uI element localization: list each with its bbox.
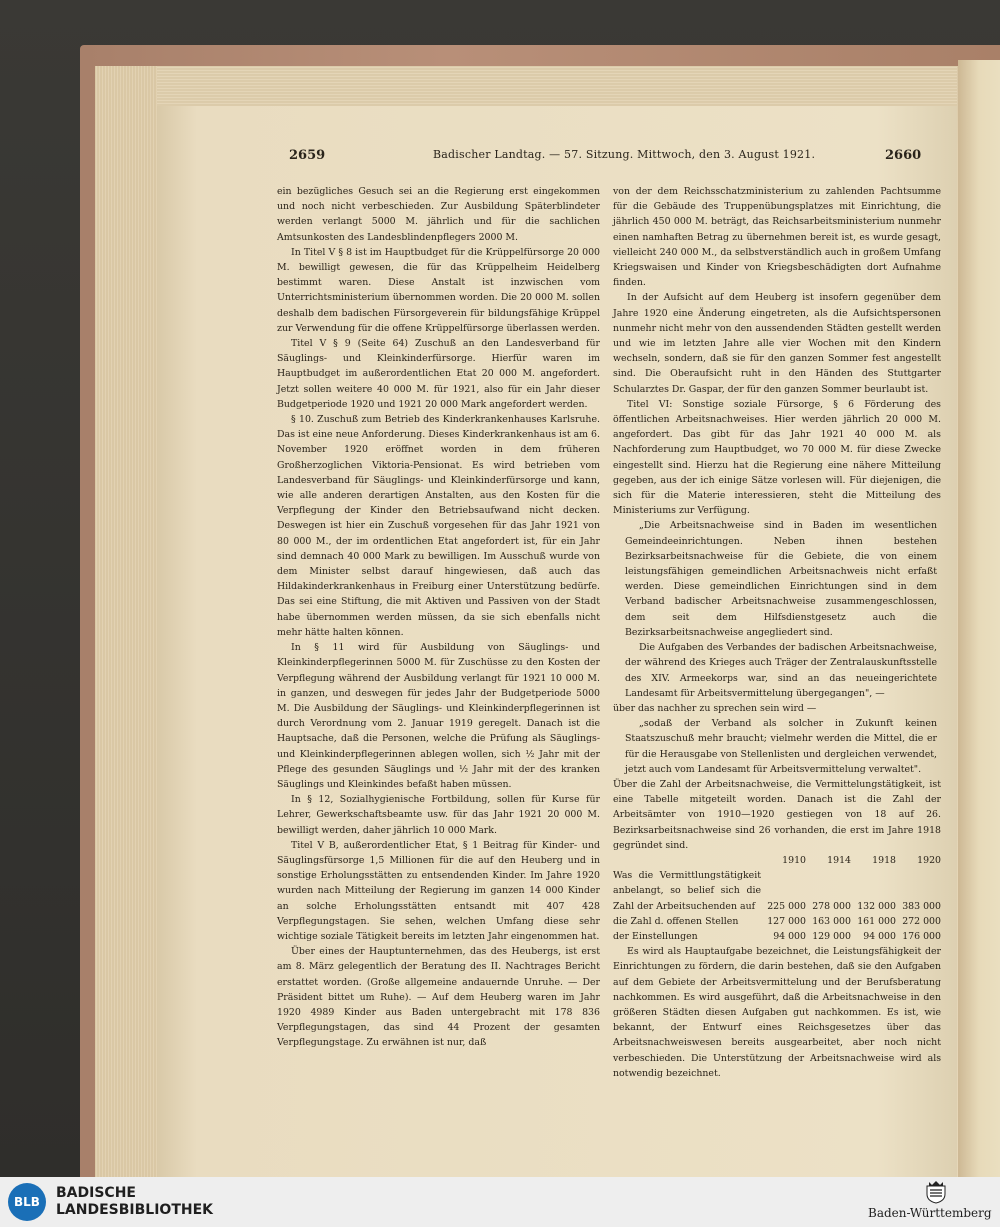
paragraph: In der Aufsicht auf dem Heuberg ist insofern gegenüber dem Jahre 1920 eine Änderung eingetreten, als die Aufsichtspersonen nunmehr nicht mehr von den aussendenden Städten gestellt werden und wie im letzten Jahre alle vier Wochen mit den Kindern wechseln, sondern, daß sie für den ganzen Sommer fest angestellt sind. Die Oberaufsicht ruht in den Händen des Stuttgarter Schularztes Dr. Gaspar, der für den ganzen Sommer beurlaubt ist. bbox=[613, 292, 941, 395]
paragraph: Titel V § 9 (Seite 64) Zuschuß an den Landesverband für Säuglings- und Kleinkinderfürsorge. Hierfür waren im Hauptbudget im außerordentlichen Etat 20 000 M. angefordert. Jetzt sollen weitere 40 000 M. für 1921, also für ein Jahr dieser Budgetperiode 1920 und 1921 20 000 Mark angefordert werden. bbox=[277, 338, 600, 410]
running-header bbox=[157, 148, 957, 168]
library-name-line2: LANDESBIBLIOTHEK bbox=[56, 1202, 214, 1218]
table-row bbox=[613, 929, 941, 944]
quote-paragraph: „sodaß der Verband als solcher in Zukunft keinen Staatszuschuß mehr braucht; vielmehr werden die Mittel, die er für die Herausgabe von Stellenlisten und dergleichen verwendet, jetzt auch vom Landesamt für Arbeitsvermittelung verwaltet". bbox=[625, 718, 937, 775]
paragraph: Titel VI: Sonstige soziale Fürsorge, § 6 Förderung des öffentlichen Arbeitsnachweises. Hier werden jährlich 20 000 M. angefordert. Das gibt für das Jahr 1921 40 000 M. als Nachforderung zum Hauptbudget, wo 70 000 M. für diese Zwecke eingestellt sind. Hierzu hat die Regierung eine nähere Mitteilung gegeben, aus der ich einige Sätze vorlesen will. Für diejenigen, die sich für die Materie interessieren, steht die Mitteilung des Ministeriums zur Verfügung. bbox=[613, 398, 941, 517]
paragraph: In § 12, Sozialhygienische Fortbildung, sollen für Kurse für Lehrer, Gewerkschaftsbeamte usw. für das Jahr 1921 20 000 M. bewilligt werden, daher jährlich 10 000 Mark. bbox=[277, 794, 600, 836]
state-crest-icon bbox=[925, 1180, 947, 1204]
table-cell: 129 000 bbox=[812, 930, 851, 942]
quote-paragraph: „Die Arbeitsnachweise sind in Baden im wesentlichen Gemeindeeinrichtungen. Neben ihnen bestehen Bezirksarbeitsnachweise für die Gebiete, die von einem leistungsfähigen gemeindlichen Arbeitsnachweis nicht erfaßt werden. Diese gemeindlichen Einrichtungen sind in dem Verband badischer Arbeitsnachweise zusammengeschlossen, dem seit dem Hilfsdienstgesetz auch die Bezirksarbeitsnachweise angegliedert sind. bbox=[625, 520, 937, 638]
page-stack-top bbox=[157, 66, 957, 106]
page-number-left: 2659 bbox=[289, 148, 326, 163]
page-number-right: 2660 bbox=[885, 148, 922, 163]
paragraph: von der dem Reichsschatzministerium zu zahlenden Pachtsumme für die Gebäude des Truppenübungsplatzes mit Einrichtung, die jährlich 450 000 M. beträgt, das Reichsarbeitsministerium nunmehr einen namhaften Betrag zu übernehmen bereit ist, es wurde gesagt, vielleicht 240 000 M., da selbstverständlich auch in großem Umfang Kriegswaisen und Kinder von Kriegsbeschädigten dort Aufnahme finden. bbox=[613, 186, 941, 289]
right-column bbox=[613, 184, 941, 1081]
table-intro: Über die Zahl der Arbeitsnachweise, die Vermittelungstätigkeit, ist eine Tabelle mitgeteilt worden. Danach ist die Zahl der Arbeitsämter von 1910—1920 gestiegen von 18 auf 26. Bezirksarbeitsnachweise sind 26 vorhanden, die erst im Jahre 1918 gegründet sind. bbox=[613, 778, 941, 851]
table-cell: 94 000 bbox=[863, 930, 896, 942]
table-corner bbox=[613, 853, 761, 868]
library-name bbox=[56, 1185, 213, 1219]
paragraph: ein bezügliches Gesuch sei an die Regierung erst eingekommen und noch nicht verbeschieden. Zur Ausbildung Späterblindeter werden verlangt 5000 M. jährlich und für die sachlichen Amtsunkosten des Landesblindenpflegers 2000 M. bbox=[277, 186, 600, 243]
library-footer bbox=[0, 1177, 1000, 1227]
quote-paragraph: Die Aufgaben des Verbandes der badischen Arbeitsnachweise, der während des Krieges auch Träger der Zentralauskunftsstelle des XIV. Armeekorps war, sind an das neueingerichtete Landesamt für Arbeitsvermittelung übergegangen", — bbox=[625, 642, 937, 699]
paragraph: § 10. Zuschuß zum Betrieb des Kinderkrankenhauses Karlsruhe. Das ist eine neue Anforderung. Dieses Kinderkrankenhaus ist am 6. November 1920 eröffnet worden in dem früheren Großherzoglichen Viktoria-Pensionat. Es wird betrieben vom Landesverband für Säuglings- und Kleinkinderfürsorge und kann, wie alle anderen derartigen Anstalten, aus den Kosten für die Verpflegung der Kinder den Betriebsaufwand nicht decken. Deswegen ist hier ein Zuschuß vorgesehen für das Jahr 1921 von 80 000 M., der im ordentlichen Etat angefordert ist, für ein Jahr sind demnach 40 000 Mark zu bewilligen. Im Ausschuß wurde von dem Minister selbst darauf hingewiesen, daß auch das Hildakinderkrankenhaus in Freiburg einer Unterstützung bedürfe. Das sei eine Stiftung, die mit Aktiven und Passiven von der Stadt habe übernommen werden müssen, da sie sich ebenfalls nicht mehr hätte halten können. bbox=[277, 414, 600, 638]
year-header: 1918 bbox=[872, 854, 896, 866]
table-row bbox=[613, 914, 941, 929]
table-cell: 383 000 bbox=[902, 900, 941, 912]
document-page bbox=[157, 106, 957, 1177]
year-header: 1914 bbox=[827, 854, 851, 866]
table-cell: 225 000 bbox=[767, 900, 806, 912]
paragraph: Über eines der Hauptunternehmen, das des Heubergs, ist erst am 8. März gelegentlich der Beratung des II. Nachtrages Bericht erstattet worden. (Große allgemeine andauernde Unruhe. — Der Präsident bittet um Ruhe). — Auf dem Heuberg waren im Jahr 1920 4989 Kinder aus Baden untergebracht mit 178 836 Verpflegungstagen, das sind 44 Prozent der gesamten Verpflegungstage. Zu erwähnen ist nur, daß bbox=[277, 946, 600, 1049]
running-title: Badischer Landtag. — 57. Sitzung. Mittwoch, den 3. August 1921. bbox=[433, 148, 816, 161]
state-name: Baden-Württemberg bbox=[868, 1206, 992, 1220]
left-column bbox=[277, 184, 600, 1051]
paragraph: Es wird als Hauptaufgabe bezeichnet, die Leistungsfähigkeit der Einrichtungen zu fördern, die darin bestehen, daß sie den Aufgaben auf dem Gebiete der Arbeitsvermittelung und der Berufsberatung nachkommen. Es wird ausgeführt, daß die Arbeitsnachweise in den größeren Städten diesen Aufgaben gut nachkommen. Es ist, wie bekannt, der Entwurf eines Reichsgesetzes über das Arbeitsnachweiswesen bereits ausgearbeitet, aber noch nicht verbeschieden. Die Unterstützung der Arbeitsnachweise wird als notwendig bezeichnet. bbox=[613, 946, 941, 1079]
table-cell: 176 000 bbox=[902, 930, 941, 942]
statistics-table bbox=[613, 853, 941, 944]
row-label: die Zahl d. offenen Stellen bbox=[613, 915, 739, 927]
facing-page-edge bbox=[958, 60, 1000, 1177]
blb-logo[interactable]: BLB bbox=[8, 1183, 46, 1221]
library-name-line1: BADISCHE bbox=[56, 1185, 136, 1201]
table-header-row bbox=[613, 853, 941, 868]
interlude-text: über das nachher zu sprechen sein wird — bbox=[613, 702, 817, 714]
table-cell: 132 000 bbox=[857, 900, 896, 912]
table-cell: 163 000 bbox=[812, 915, 851, 927]
table-cell: 94 000 bbox=[773, 930, 806, 942]
page-stack-left bbox=[95, 66, 157, 1177]
year-header: 1910 bbox=[782, 854, 806, 866]
year-header: 1920 bbox=[917, 854, 941, 866]
paragraph: In Titel V § 8 ist im Hauptbudget für die Krüppelfürsorge 20 000 M. bewilligt gewesen, die für das Krüppelheim Heidelberg bestimmt waren. Diese Anstalt ist inzwischen vom Unterrichtsministerium übernommen worden. Die 20 000 M. sollen deshalb dem badischen Fürsorgeverein für bildungsfähige Krüppel zur Verwendung für die offene Krüppelfürsorge überlassen werden. bbox=[277, 246, 600, 334]
table-cell: 278 000 bbox=[812, 900, 851, 912]
table-cell: 272 000 bbox=[902, 915, 941, 927]
row-label: Was die Vermittlungstätigkeit anbelangt, so belief sich die Zahl der Arbeitsuchenden auf bbox=[613, 870, 761, 912]
table-row bbox=[613, 868, 941, 914]
table-cell: 127 000 bbox=[767, 915, 806, 927]
paragraph: Titel V B, außerordentlicher Etat, § 1 Beitrag für Kinder- und Säuglingsfürsorge 1,5 Millionen für die auf den Heuberg und in sonstige Erholungsstätten zu entsendenden Kinder. Im Jahre 1920 wurden nach Mitteilung der Regierung im ganzen 14 000 Kinder an solche Erholungsstätten entsandt mit 407 428 Verpflegungstagen. Sie sehen, welchen Umfang diese sehr wichtige soziale Tätigkeit bereits im letzten Jahr eingenommen hat. bbox=[277, 839, 600, 942]
table-cell: 161 000 bbox=[857, 915, 896, 927]
row-label: der Einstellungen bbox=[613, 930, 698, 942]
paragraph: In § 11 wird für Ausbildung von Säuglings- und Kleinkinderpflegerinnen 5000 M. für Zuschüsse zu den Kosten der Verpflegung während der Ausbildung verlangt für 1921 10 000 M. in ganzen, und deswegen für jedes Jahr der Budgetperiode 5000 M. Die Ausbildung der Säuglings- und Kleinkinderpflegerinnen ist durch Verordnung vom 2. Januar 1919 geregelt. Danach ist die Hauptsache, daß die Personen, welche die Prüfung als Säuglings- und Kleinkinderpflegerinnen ablegen wollen, sich ½ Jahr mit der Pflege des gesunden Säuglings und ½ Jahr mit der des kranken Säuglings und Kleinkindes befaßt haben müssen. bbox=[277, 642, 600, 790]
